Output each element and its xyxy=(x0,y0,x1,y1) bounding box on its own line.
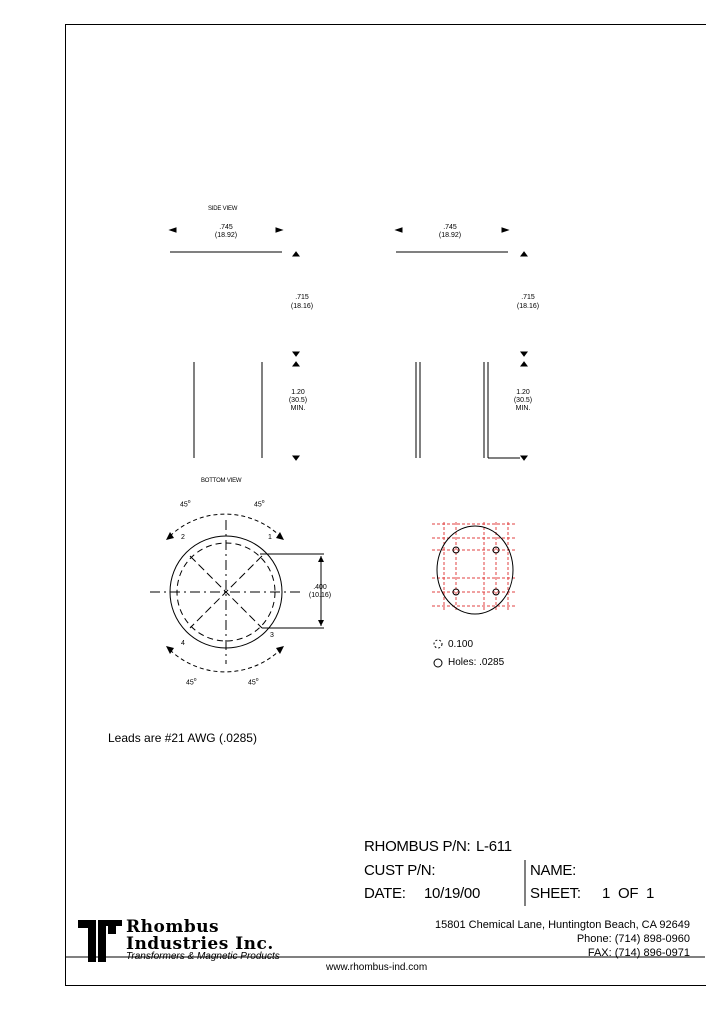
pitch-mm: (10.16) xyxy=(308,592,332,599)
date-value: 10/19/00 xyxy=(424,885,480,902)
pin-number-1: 1 xyxy=(268,534,272,541)
side-left-width-mm: (18.92) xyxy=(214,232,238,239)
date-label: DATE: xyxy=(364,885,406,902)
company-tagline: Transformers & Magnetic Products xyxy=(126,951,280,962)
pin-number-4: 4 xyxy=(181,640,185,647)
side-left-width-in: .745 xyxy=(219,224,233,231)
rhombus-pn-label: RHOMBUS P/N: xyxy=(364,838,471,855)
sheet-number: 1 xyxy=(602,885,611,902)
side-right-lead-min: MIN. xyxy=(515,405,531,412)
side-view-right-dims xyxy=(396,228,527,460)
company-address: 15801 Chemical Lane, Huntington Beach, CA 92649 xyxy=(434,919,690,931)
side-right-lead-mm: (30.5) xyxy=(513,397,533,404)
sheet-of: OF xyxy=(618,885,639,902)
side-view-label: SIDE VIEW xyxy=(208,206,238,212)
angle-top-left: 45$^o$ xyxy=(180,499,191,509)
angle-bottom-left: 45$^o$ xyxy=(186,677,197,687)
sheet-total: 1 xyxy=(646,885,655,902)
pcb-layout-outline xyxy=(434,526,513,667)
side-left-lead-in: 1.20 xyxy=(291,389,305,396)
side-right-lead-in: 1.20 xyxy=(516,389,530,396)
side-left-height-in: .715 xyxy=(295,294,309,301)
company-name-line1: Rhombus xyxy=(126,917,220,937)
grid-label: 0.100 xyxy=(448,639,474,650)
side-left-lead-mm: (30.5) xyxy=(288,397,308,404)
side-left-height-mm: (18.16) xyxy=(290,303,314,310)
company-logo-mark xyxy=(78,920,122,962)
holes-label: Holes: .0285 xyxy=(448,657,505,668)
company-phone: Phone: (714) 898-0960 xyxy=(576,933,690,945)
pin-number-2: 2 xyxy=(181,534,185,541)
company-fax: FAX: (714) 896-0971 xyxy=(587,947,690,959)
side-right-height-in: .715 xyxy=(521,294,535,301)
side-right-width-in: .745 xyxy=(443,224,457,231)
side-view-left-dims xyxy=(170,228,299,460)
leads-note: Leads are #21 AWG (.0285) xyxy=(108,731,257,745)
name-label: NAME: xyxy=(530,862,577,879)
angle-top-right: 45$^o$ xyxy=(254,499,265,509)
bottom-view-label: BOTTOM VIEW xyxy=(201,478,242,484)
cust-pn-label: CUST P/N: xyxy=(364,862,436,879)
side-right-height-mm: (18.16) xyxy=(516,303,540,310)
side-left-lead-min: MIN. xyxy=(290,405,306,412)
pin-number-3: 3 xyxy=(270,632,274,639)
sheet-label: SHEET: xyxy=(530,885,581,902)
bottom-view-left xyxy=(150,514,324,672)
pitch-in: .400 xyxy=(313,584,327,591)
company-website[interactable]: www.rhombus-ind.com xyxy=(326,962,428,973)
side-right-width-mm: (18.92) xyxy=(438,232,462,239)
angle-bottom-right: 45$^o$ xyxy=(248,677,259,687)
bottom-view-left-arrows xyxy=(166,532,324,654)
company-name-line2: Industries Inc. xyxy=(126,934,274,954)
rhombus-pn-value: L-611 xyxy=(476,838,512,855)
